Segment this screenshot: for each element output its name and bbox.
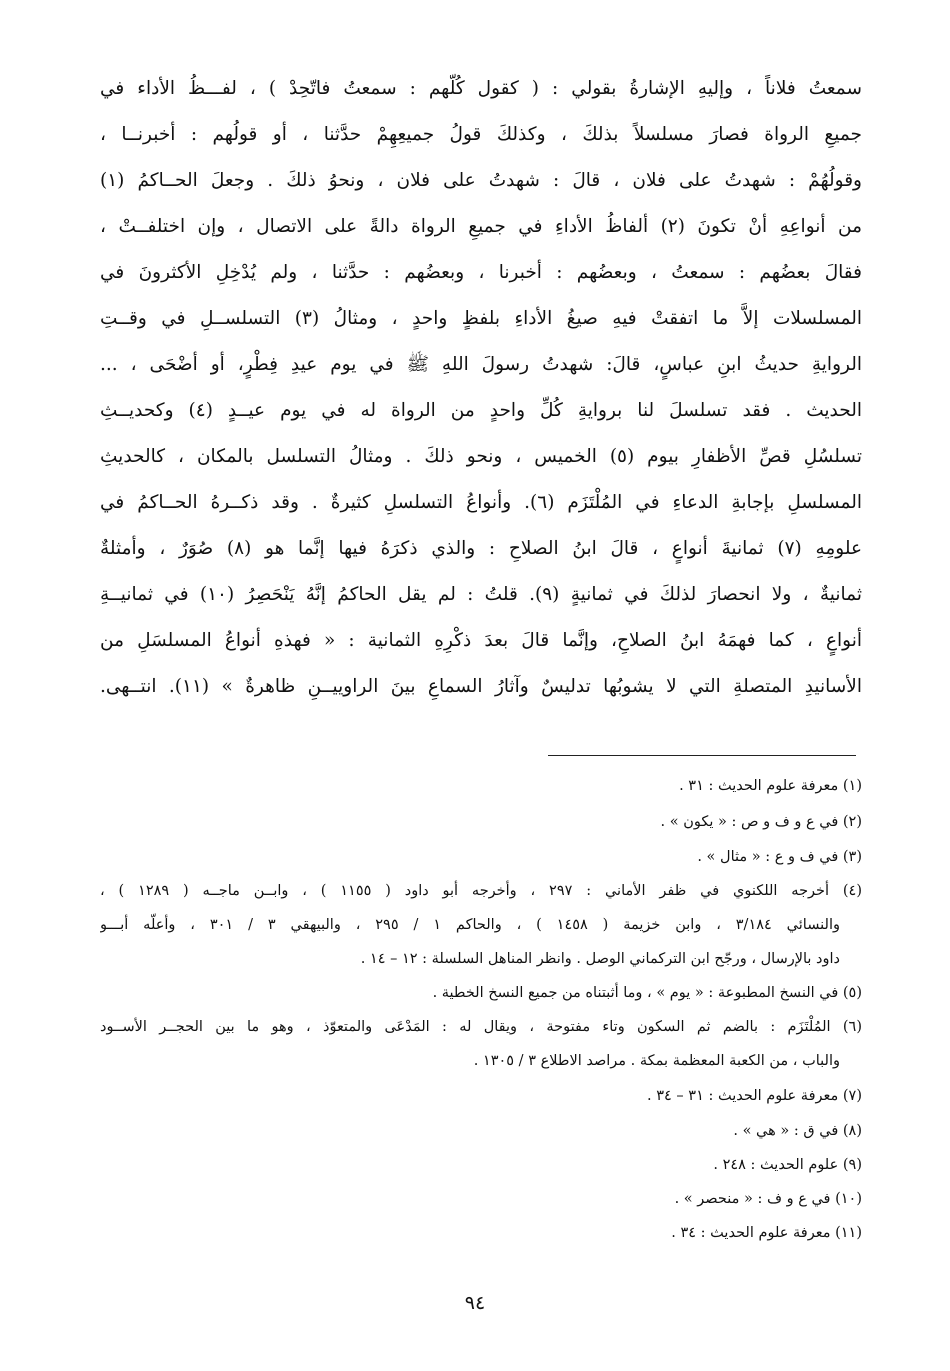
text-line: من أنواعِهِ أنْ تكونَ (٢) ألفاظُ الأداءِ في جميعِ الرواة دالةً على الاتصال ، وإن اختلفــتْ ، bbox=[100, 216, 862, 237]
footnote-divider bbox=[548, 755, 856, 756]
footnote-2: (٢) في ع و ف و ص : « يكون » . bbox=[660, 814, 862, 830]
text-line: تسلسُلِ قصِّ الأظفارِ بيوم (٥) الخميس ، ونحو ذلكَ . ومثالُ التسلسل بالمكان ، كالحديثِ bbox=[100, 446, 862, 467]
text-line: جميعِ الرواة فصارَ مسلسلاً بذلكَ ، وكذلكَ قولُ جميعِهِمْ حدَّثنا ، أو قولُهم : أخبرنــا ، bbox=[100, 124, 862, 145]
text-line: ثمانيةٌ ، ولا انحصارَ لذلكَ في ثمانيةٍ (٩). قلتُ : لم يقل الحاكمُ إنَّهُ يَنْحَصِرُ (١٠) في ثمانيــةِ bbox=[100, 584, 862, 605]
page-number: ٩٤ bbox=[464, 1292, 486, 1314]
footnote-8: (٨) في ق : « هي » . bbox=[733, 1123, 862, 1139]
footnote-4-continued: داود بالإرسال ، ورجّح ابن التركماني الوصل . وانظر المناهل السلسلة : ١٢ – ١٤ . bbox=[360, 951, 840, 967]
footnote-1: (١) معرفة علوم الحديث : ٣١ . bbox=[679, 778, 862, 794]
text-line: سمعتُ فلاناً ، وإليهِ الإشارةُ بقولي : ( كقول كُلّهم : سمعتُ فاتّحِدْ ) ، لفـــظُ الأداء في bbox=[100, 78, 862, 99]
footnote-9: (٩) علوم الحديث : ٢٤٨ . bbox=[713, 1157, 862, 1173]
text-line: المسلسلِ بإجابةِ الدعاءِ في المُلْتَزَم (٦). وأنواعُ التسلسلِ كثيرةٌ . وقد ذكــرهُ الحــاكمُ في bbox=[100, 492, 862, 513]
footnotes-block bbox=[100, 768, 862, 1250]
footnote-3: (٣) في ف و ع : « مثال » . bbox=[697, 849, 862, 865]
footnote-10: (١٠) في ع و ف : « منحصر » . bbox=[674, 1191, 862, 1207]
text-line: الروايةِ حديثُ ابنِ عباسٍ، قالَ: شهدتُ رسولَ اللهِ ﷺ في يوم عيدِ فِطْرٍ، أو أضْحَى ، ... bbox=[100, 354, 862, 375]
text-line: فقالَ بعضُهم : سمعتُ ، وبعضُهم : أخبرنا ، وبعضُهم : حدَّثنا ، ولم يُدْخِلِ الأكثرونَ في bbox=[100, 262, 862, 283]
footnote-6: (٦) المُلْتَزَم : بالضم ثم السكون وتاء مفتوحة ، ويقال له : المَدْعَى والمتعوّذ ، وهو ما بين الحجــر الأســود bbox=[100, 1019, 862, 1035]
main-text-block bbox=[100, 66, 862, 710]
text-line: الحديث . فقد تسلسلَ لنا بروايةِ كُلِّ واحدٍ من الرواة له في يوم عيــدٍ (٤) وكحديــثِ bbox=[100, 400, 862, 421]
text-line: أنواعٍ ، كما فهمَهُ ابنُ الصلاحِ، وإنَّما قالَ بعدَ ذكْرِهِ الثمانية : « فهذهِ أنواعُ المسلسَلِ من bbox=[100, 630, 862, 651]
footnote-7: (٧) معرفة علوم الحديث : ٣١ – ٣٤ . bbox=[647, 1088, 862, 1104]
footnote-11: (١١) معرفة علوم الحديث : ٣٤ . bbox=[671, 1225, 862, 1241]
text-line: المسلسلات إلاَّ ما اتفقتْ فيهِ صيغُ الأداءِ بلفظٍ واحدٍ ، ومثالُ (٣) التسلســلِ في وقــتِ bbox=[100, 308, 862, 329]
footnote-5: (٥) في النسخ المطبوعة : « يوم » ، وما أثبتناه من جميع النسخ الخطية . bbox=[432, 985, 862, 1001]
text-line: الأسانيدِ المتصلةِ التي لا يشوبُها تدليسٌ وآثارُ السماعِ بينَ الراوييــنِ ظاهرةٌ » (١١). انتــهى. bbox=[100, 676, 862, 697]
footnote-4-continued: والنسائي ٣/١٨٤ ، وابن خزيمة ( ١٤٥٨ ) ، والحاكم ١ / ٢٩٥ ، والبيهقي ٣ / ٣٠١ ، وأعلّه أبـــو bbox=[100, 917, 840, 933]
footnote-6-continued: والباب ، من الكعبة المعظمة بمكة . مراصد الاطلاع ٣ / ١٣٠٥ . bbox=[473, 1053, 840, 1069]
text-line: وقولُهُمْ : شهدتُ على فلان ، قالَ : شهدتُ على فلان ، ونحوُ ذلكَ . وجعلَ الحــاكمُ (١) bbox=[100, 170, 862, 191]
text-line: علومِهِ (٧) ثمانيةَ أنواعٍ ، قالَ ابنُ الصلاحِ : والذي ذكرَهُ فيها إنَّما هو (٨) صُوَرٌ ، وأمثلةٌ bbox=[100, 538, 862, 559]
footnote-4: (٤) أخرجه اللكنوي في ظفر الأماني : ٢٩٧ ، وأخرجه أبو داود ( ١١٥٥ ) ، وابــن ماجــه ( ١٢٨٩ ) ، bbox=[100, 883, 862, 899]
